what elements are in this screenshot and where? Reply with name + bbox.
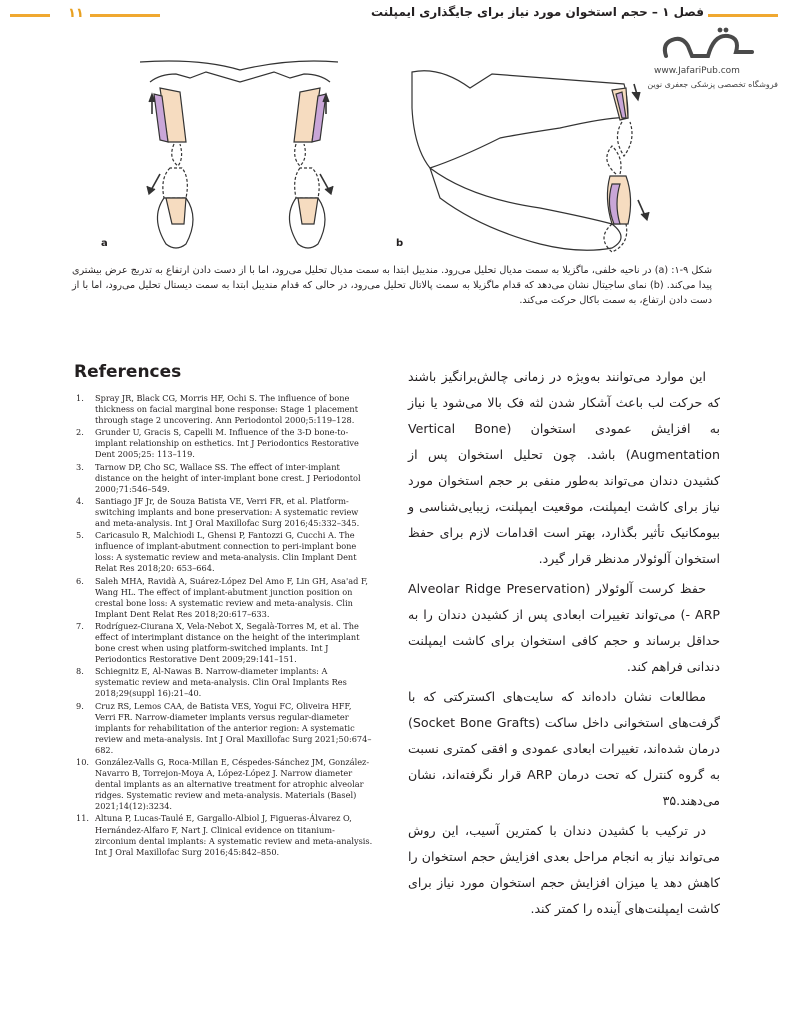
- reference-number: 9.: [76, 700, 84, 711]
- figure: [0, 48, 788, 260]
- figure-label-a: a: [101, 238, 108, 249]
- logo-tagline: فروشگاه تخصصی پزشکی جعفری نوین: [647, 80, 778, 89]
- reference-item: [74, 462, 374, 495]
- reference-number: 4.: [76, 495, 84, 506]
- reference-number: 3.: [76, 461, 84, 472]
- reference-item: [74, 530, 374, 574]
- reference-text: Rodríguez-Ciurana X, Vela-Nebot X, Segalà-Torres M, et al. The effect of interimplant distance on the height of the interimplant bone crest when using platform-switched implants. Int J Periodontics Restorative Dent 2009;29:141–151.: [95, 620, 360, 665]
- header-rule-right: [708, 14, 778, 17]
- reference-number: 2.: [76, 427, 84, 438]
- panel-a-illustration: [140, 61, 338, 248]
- reference-text: Spray JR, Black CG, Morris HF, Ochi S. The influence of bone thickness on facial marginal bone response: Stage 1 placement through stage 2 uncovering. Ann Periodontol 2000;5:119–128.: [95, 393, 358, 426]
- reference-item: [74, 576, 374, 620]
- chapter-title: فصل ۱ – حجم استخوان مورد نیاز برای جایگذاری ایمپلنت: [371, 5, 704, 19]
- body-paragraph-3: مطالعات نشان داده‌اند که سایت‌های اکسترکتی که با گرفت‌های استخوانی داخل ساکت (Socket Bone Grafts) درمان شده‌اند، تغییرات ابعادی عمودی و افقی کمتری نسبت به گروه کنترل که تحت درمان ARP قرار نگرفته‌اند، نشان می‌دهند.۳۵: [408, 689, 721, 808]
- body-text: [408, 364, 720, 926]
- reference-number: 7.: [76, 620, 84, 631]
- reference-number: 1.: [76, 393, 84, 403]
- reference-text: Altuna P, Lucas-Taulé E, Gargallo-Albiol J, Figueras-Álvarez O, Hernández-Alfaro F, Nart J. Clinical evidence on titanium-zirconium dental implants: A systematic review and meta-analysis. Int J Oral Maxillofac Surg 2016;45:842–850.: [95, 813, 373, 857]
- reference-number: 6.: [76, 575, 84, 586]
- references-title: References: [74, 362, 182, 382]
- panel-b-illustration: [412, 71, 649, 252]
- reference-number: 5.: [76, 530, 84, 541]
- reference-text: Santiago JF Jr, de Souza Batista VE, Verri FR, et al. Platform-switching implants and bone preservation: A systematic review and meta-analysis. Int J Oral Maxillofac Surg 2016;45:332–345.: [95, 495, 360, 529]
- reference-item: [74, 666, 374, 699]
- reference-number: 8.: [76, 666, 84, 677]
- reference-item: [74, 427, 374, 460]
- references-list: [74, 393, 374, 859]
- reference-item: [74, 813, 374, 857]
- header-rule-left: [10, 14, 50, 17]
- figure-illustration: [0, 48, 788, 260]
- reference-item: [74, 757, 374, 812]
- reference-text: Caricasulo R, Malchiodi L, Ghensi P, Fantozzi G, Cucchi A. The influence of implant-abutment connection to peri-implant bone loss: A systematic review and meta-analysis. Clin Implant Dent Relat Res 2018;20: 653–664.: [95, 530, 357, 574]
- reference-text: Grunder U, Gracis S, Capelli M. Influence of the 3-D bone-to-implant relationship on esthetics. Int J Periodontics Restorative Dent 2005;25: 113–119.: [95, 427, 359, 460]
- body-paragraph-2: حفظ کرست آلوئولار (Alveolar Ridge Preservation - ARP) می‌تواند تغییرات ابعادی پس از کشیدن دندان را به حداقل برساند و حجم کافی استخوان برای کاشت ایمپلنت دندانی فراهم کند.: [408, 581, 720, 674]
- body-paragraph-4: در ترکیب با کشیدن دندان با کمترین آسیب، این روش می‌تواند نیاز به انجام مراحل بعدی افزایش حجم استخوان را کاهش دهد یا میزان افزایش حجم استخوان مورد نیاز برای کاشت ایمپلنت‌های آینده را کمتر کند.: [408, 823, 720, 916]
- figure-label-b: b: [396, 238, 404, 249]
- reference-text: Cruz RS, Lemos CAA, de Batista VES, Yogui FC, Oliveira HFF, Verri FR. Narrow-diameter implants versus regular-diameter implants for rehabilitation of the anterior region: A systematic review and meta-analysis. Int J Oral Maxillofac Surg 2021;50:674–682.: [95, 700, 372, 755]
- reference-text: Saleh MHA, Ravidà A, Suárez-López Del Amo F, Lin GH, Asa'ad F, Wang HL. The effect of implant-abutment junction position on crestal bone loss: A systematic review and meta-analysis. Clin Implant Dent Relat Res 2018;20:617–633.: [95, 575, 369, 619]
- body-paragraph-1: این موارد می‌توانند به‌ویژه در زمانی چالش‌برانگیز باشند که حرکت لب باعث آشکار شدن لثه فک بالا می‌شود یا نیاز به افزایش عمودی استخوان (Vertical Bone Augmentation) باشد. چون تحلیل استخوان پس از کشیدن دندان می‌تواند به‌طور منفی بر حجم استخوان مورد نیاز برای کاشت ایمپلنت، موقعیت ایمپلنت، زیبایی‌شناسی و بیومکانیک تأثیر بگذارد، بهتر است اقدامات لازم برای حفظ استخوان آلوئولار مدنظر قرار گیرد.: [408, 369, 720, 566]
- reference-text: González-Valls G, Roca-Millan E, Céspedes-Sánchez JM, González-Navarro B, Torrejon-Moya A, López-López J. Narrow diameter dental implants as an alternative treatment for atrophic alveolar ridges. Systematic review and meta-analysis. Materials (Basel) 2021;14(12):3234.: [95, 757, 370, 812]
- reference-item: [74, 393, 374, 426]
- reference-text: Schiegnitz E, Al-Nawas B. Narrow-diameter implants: A systematic review and meta-analysis. Clin Oral Implants Res 2018;29(suppl 16):21–40.: [95, 666, 347, 699]
- reference-number: 10.: [76, 757, 90, 767]
- page-number: ۱۱: [68, 6, 84, 21]
- header-rule-middle: [90, 14, 160, 17]
- reference-item: [74, 496, 374, 529]
- reference-item: [74, 621, 374, 665]
- reference-item: [74, 701, 374, 756]
- reference-text: Tarnow DP, Cho SC, Wallace SS. The effect of inter-implant distance on the height of inter-implant bone crest. J Periodontol 2000;71:546–549.: [95, 461, 361, 494]
- figure-caption: شکل ۹-۱: (a) در ناحیه خلفی، ماگزیلا به سمت مدیال تحلیل می‌رود. مندیبل ابتدا به سمت مدیال تحلیل می‌رود، اما با از دست دادن ارتفاع به تدریج عرض بیشتری پیدا می‌کند. (b) نمای ساجیتال نشان می‌دهد که قدام ماگزیلا به سمت پالاتال تحلیل می‌رود، در حالی که قدام مندیبل ابتدا به سمت دیستال تحلیل می‌رود، اما با از دست دادن ارتفاع، به سمت باکال حرکت می‌کند.: [72, 265, 713, 306]
- logo-url: www.JafariPub.com: [654, 66, 740, 76]
- reference-number: 11.: [76, 813, 90, 824]
